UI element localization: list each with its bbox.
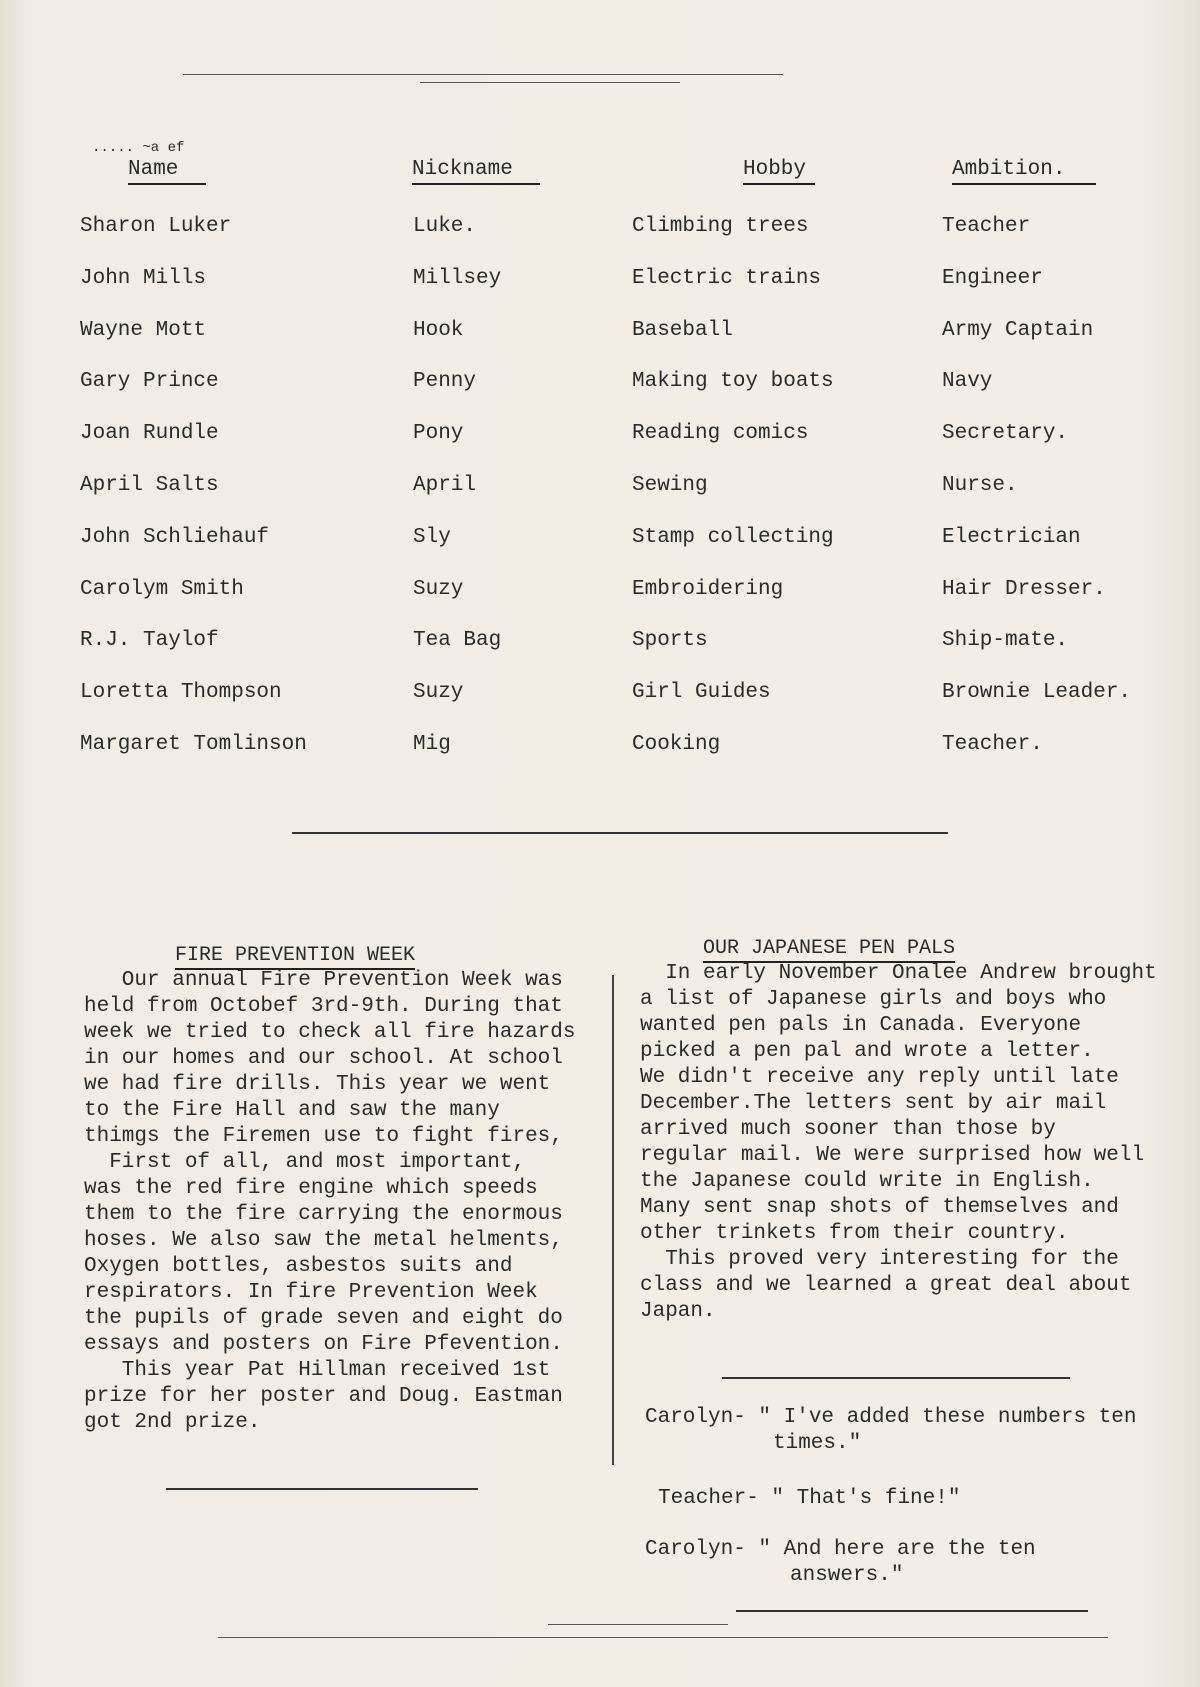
fire-week-line: the pupils of grade seven and eight do [84, 1307, 563, 1330]
table-cell-name: Carolym Smith [80, 578, 244, 601]
pen-pals-line: regular mail. We were surprised how well [640, 1144, 1145, 1167]
fire-week-line: Our annual Fire Prevention Week was [84, 969, 563, 992]
table-cell-ambition: Teacher. [942, 733, 1043, 756]
table-cell-nickname: Tea Bag [413, 629, 502, 652]
table-cell-hobby: Making toy boats [632, 370, 834, 393]
fire-week-line: Oxygen bottles, asbestos suits and [84, 1255, 513, 1278]
table-cell-ambition: Secretary. [942, 422, 1069, 445]
fire-week-line: This year Pat Hillman received 1st [84, 1359, 551, 1382]
pen-pals-article [640, 961, 1157, 1325]
joke-line-3-text: Carolyn- " And here are the ten [645, 1538, 1036, 1561]
fire-week-line: we had fire drills. This year we went [84, 1073, 551, 1096]
pen-pals-line: Many sent snap shots of themselves and [640, 1196, 1119, 1219]
pen-pals-title: OUR JAPANESE PEN PALS [703, 937, 955, 963]
bottom-rule [218, 1637, 1108, 1638]
table-cell-nickname: Mig [413, 733, 451, 756]
table-cell-name: R.J. Taylof [80, 629, 219, 652]
table-cell-ambition: Hair Dresser. [942, 578, 1106, 601]
pen-pals-line: picked a pen pal and wrote a letter. [640, 1040, 1094, 1063]
pen-pals-line: This proved very interesting for the [640, 1248, 1119, 1271]
column-header-hobby: Hobby [743, 158, 815, 185]
header-fragment: ..... ~a ef [92, 140, 185, 156]
fire-week-line: hoses. We also saw the metal helments, [84, 1229, 563, 1252]
pen-pals-line: wanted pen pals in Canada. Everyone [640, 1014, 1082, 1037]
column-header-ambition: Ambition. [952, 158, 1096, 185]
fire-week-article [84, 968, 575, 1436]
fire-week-line: to the Fire Hall and saw the many [84, 1099, 500, 1122]
joke-line-1 [645, 1405, 1136, 1457]
table-cell-hobby: Electric trains [632, 267, 822, 290]
joke-line-2-text: Teacher- " That's fine!" [658, 1487, 961, 1510]
fire-week-line: them to the fire carrying the enormous [84, 1203, 563, 1226]
table-cell-ambition: Ship-mate. [942, 629, 1069, 652]
table-cell-ambition: Army Captain [942, 319, 1094, 342]
joke-top-rule [722, 1377, 1070, 1379]
pen-pals-line: We didn't receive any reply until late [640, 1066, 1119, 1089]
fire-week-line: held from Octobef 3rd-9th. During that [84, 995, 563, 1018]
fire-week-line: was the red fire engine which speeds [84, 1177, 538, 1200]
fire-bottom-rule [166, 1488, 478, 1490]
table-cell-name: Sharon Luker [80, 215, 232, 238]
table-cell-nickname: Luke. [413, 215, 477, 238]
fire-week-line: in our homes and our school. At school [84, 1047, 563, 1070]
table-cell-hobby: Stamp collecting [632, 526, 834, 549]
table-cell-name: Loretta Thompson [80, 681, 282, 704]
fire-week-line: prize for her poster and Doug. Eastman [84, 1385, 563, 1408]
joke-line-2 [658, 1486, 960, 1512]
joke-line-3-cont: answers." [790, 1564, 904, 1587]
table-cell-hobby: Sewing [632, 474, 708, 497]
fire-week-line: First of all, and most important, [84, 1151, 526, 1174]
table-cell-hobby: Girl Guides [632, 681, 771, 704]
table-cell-hobby: Sports [632, 629, 708, 652]
table-cell-ambition: Brownie Leader. [942, 681, 1132, 704]
joke-line-3 [645, 1537, 1036, 1589]
table-cell-hobby: Reading comics [632, 422, 809, 445]
table-cell-ambition: Teacher [942, 215, 1031, 238]
table-cell-name: Wayne Mott [80, 319, 207, 342]
table-cell-name: John Schliehauf [80, 526, 270, 549]
table-cell-hobby: Embroidering [632, 578, 784, 601]
table-cell-name: Joan Rundle [80, 422, 219, 445]
column-header-name: Name [128, 158, 206, 185]
table-cell-nickname: April [413, 474, 477, 497]
column-header-nickname: Nickname [412, 158, 540, 185]
table-cell-nickname: Suzy [413, 578, 464, 601]
table-cell-name: April Salts [80, 474, 219, 497]
pen-pals-line: the Japanese could write in English. [640, 1170, 1094, 1193]
column-divider [612, 975, 614, 1465]
top-rule-2 [420, 82, 680, 83]
table-cell-nickname: Millsey [413, 267, 502, 290]
top-rule [183, 74, 783, 75]
table-cell-nickname: Suzy [413, 681, 464, 704]
pen-pals-line: class and we learned a great deal about [640, 1274, 1132, 1297]
table-cell-name: Margaret Tomlinson [80, 733, 307, 756]
table-cell-ambition: Nurse. [942, 474, 1018, 497]
joke-line-1-cont: times." [773, 1432, 862, 1455]
table-cell-ambition: Electrician [942, 526, 1081, 549]
fire-week-line: thimgs the Firemen use to fight fires, [84, 1125, 563, 1148]
fire-week-line: week we tried to check all fire hazards [84, 1021, 576, 1044]
table-cell-nickname: Hook [413, 319, 464, 342]
table-cell-name: John Mills [80, 267, 207, 290]
section-divider [292, 832, 948, 834]
fire-week-line: essays and posters on Fire Pfevention. [84, 1333, 563, 1356]
bottom-rule-2 [548, 1624, 728, 1625]
table-cell-name: Gary Prince [80, 370, 219, 393]
table-cell-hobby: Cooking [632, 733, 721, 756]
table-cell-hobby: Climbing trees [632, 215, 809, 238]
table-cell-nickname: Pony [413, 422, 464, 445]
pen-pals-line: In early November Onalee Andrew brought [640, 962, 1157, 985]
fire-week-title: FIRE PREVENTION WEEK [175, 944, 415, 970]
pen-pals-line: other trinkets from their country. [640, 1222, 1069, 1245]
pen-pals-line: a list of Japanese girls and boys who [640, 988, 1107, 1011]
pen-pals-line: arrived much sooner than those by [640, 1118, 1056, 1141]
fire-week-line: respirators. In fire Prevention Week [84, 1281, 538, 1304]
table-cell-ambition: Engineer [942, 267, 1043, 290]
table-cell-hobby: Baseball [632, 319, 733, 342]
joke-line-1-text: Carolyn- " I've added these numbers ten [645, 1406, 1137, 1429]
joke-bottom-rule [736, 1610, 1088, 1612]
fire-week-line: got 2nd prize. [84, 1411, 261, 1434]
table-cell-nickname: Sly [413, 526, 451, 549]
table-cell-ambition: Navy [942, 370, 993, 393]
pen-pals-line: December.The letters sent by air mail [640, 1092, 1107, 1115]
table-cell-nickname: Penny [413, 370, 477, 393]
pen-pals-line: Japan. [640, 1300, 716, 1323]
